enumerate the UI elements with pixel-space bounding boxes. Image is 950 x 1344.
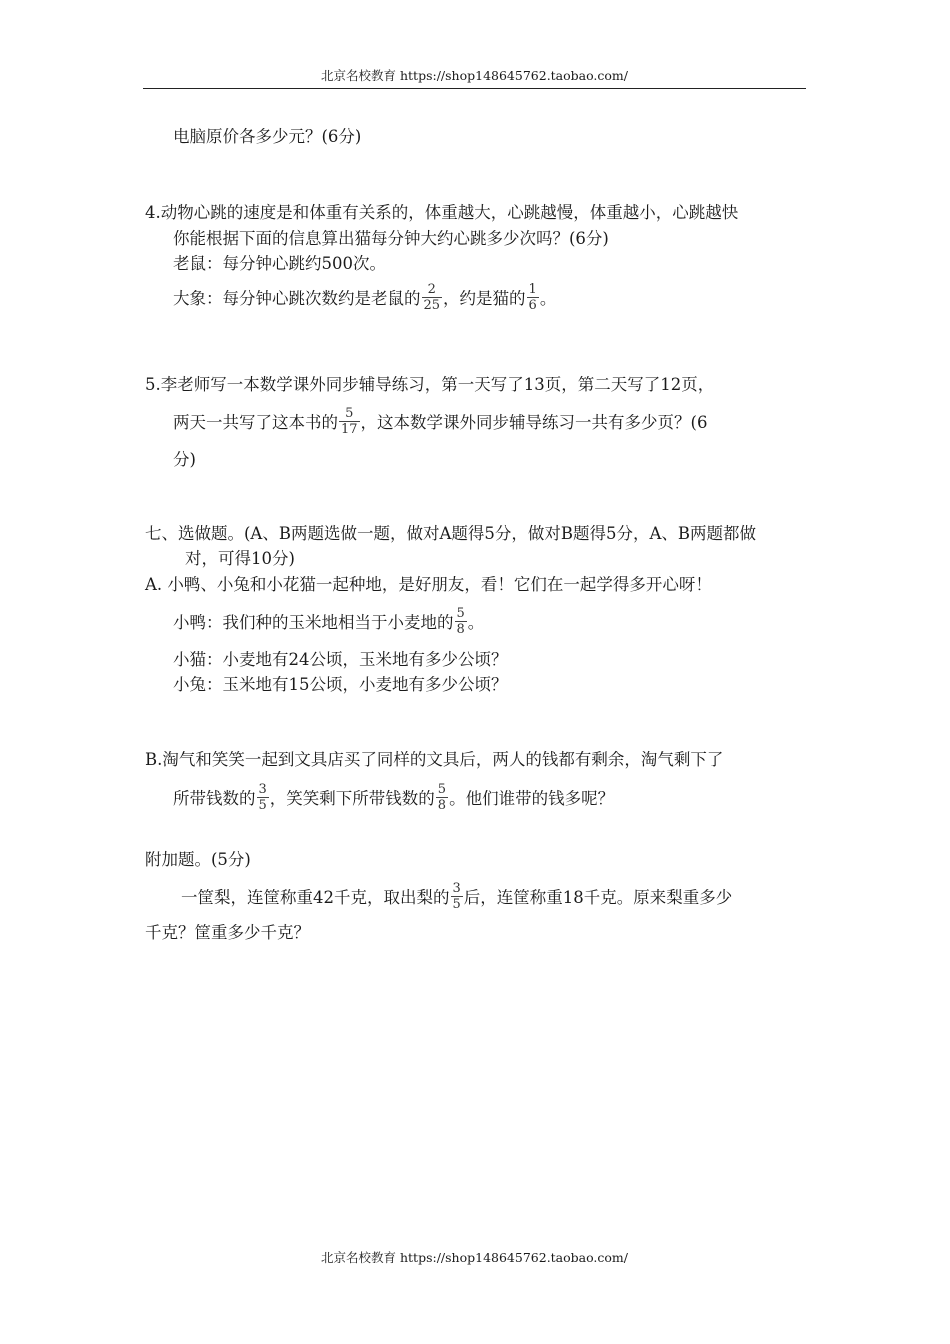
question-4-line-2: 你能根据下面的信息算出猫每分钟大约心跳多少次吗？(6分): [173, 229, 609, 248]
question-a-cat: 小猫：小麦地有24公顷，玉米地有多少公顷？: [173, 650, 508, 669]
fraction-numerator: 5: [339, 406, 360, 422]
fraction-numerator: 2: [422, 282, 443, 298]
page-footer: 北京名校教育 https://shop148645762.taobao.com/: [321, 1250, 628, 1265]
question-b-text-a: 所带钱数的: [173, 789, 256, 808]
question-a-duck-text-b: 。: [467, 613, 485, 632]
question-4-elephant-text-c: 。: [539, 289, 557, 308]
bonus-text-a: 一筐梨，连筐称重42千克，取出梨的: [181, 888, 450, 907]
bonus-line-1: [181, 883, 732, 914]
fraction-numerator: 1: [528, 282, 537, 297]
fraction-2-25: [422, 282, 443, 313]
bonus-line-2: 千克？筐重多少千克？: [145, 923, 310, 942]
fraction-5-8: [455, 606, 467, 637]
fraction-numerator: 3: [258, 782, 267, 797]
page-header: 北京名校教育 https://shop148645762.taobao.com/: [143, 66, 806, 89]
fraction-denominator: 6: [528, 298, 537, 313]
bonus-text-b: 后，连筐称重18千克。原来梨重多少: [463, 888, 733, 907]
question-4-elephant-text-a: 大象：每分钟心跳次数约是老鼠的: [173, 289, 421, 308]
question-5-text-b: ，这本数学课外同步辅导练习一共有多少页？(6: [360, 413, 708, 432]
question-a-rabbit: 小兔：玉米地有15公顷，小麦地有多少公顷？: [173, 675, 508, 694]
question-b-text-b: ，笑笑剩下所带钱数的: [269, 789, 435, 808]
fraction-denominator: 5: [452, 897, 461, 912]
question-5-line-1: 5.李老师写一本数学课外同步辅导练习，第一天写了13页，第二天写了12页，: [145, 375, 715, 394]
fraction-numerator: 5: [456, 606, 465, 621]
fraction-denominator: 17: [341, 422, 358, 437]
question-3-tail: 电脑原价各多少元？(6分): [173, 127, 362, 146]
question-a-duck-text-a: 小鸭：我们种的玉米地相当于小麦地的: [173, 613, 454, 632]
fraction-5-8: [436, 782, 448, 813]
question-4-line-1: 4.动物心跳的速度是和体重有关系的，体重越大，心跳越慢，体重越小，心跳越快: [145, 203, 739, 222]
fraction-5-17: [339, 406, 360, 437]
question-5-line-2: [173, 408, 707, 439]
question-4-elephant-text-b: ，约是猫的: [443, 289, 526, 308]
question-4-elephant: [173, 284, 556, 315]
question-b-text-c: 。他们谁带的钱多呢？: [449, 789, 615, 808]
fraction-1-6: [527, 282, 539, 313]
question-b-line-2: [173, 784, 614, 815]
fraction-denominator: 5: [258, 798, 267, 813]
section-7-title-line-2: 对，可得10分): [185, 549, 295, 568]
fraction-denominator: 25: [423, 298, 441, 313]
bonus-title: 附加题。(5分): [145, 850, 251, 869]
question-a-line-1: A. 小鸭、小兔和小花猫一起种地，是好朋友，看！它们在一起学得多开心呀！: [145, 575, 712, 594]
fraction-numerator: 3: [452, 881, 461, 896]
fraction-3-5: [451, 881, 463, 912]
question-5-text-a: 两天一共写了这本书的: [173, 413, 338, 432]
fraction-denominator: 8: [456, 622, 465, 637]
question-4-mouse: 老鼠：每分钟心跳约500次。: [173, 254, 386, 273]
question-a-duck: [173, 608, 484, 639]
question-5-line-3: 分): [173, 450, 196, 469]
fraction-denominator: 8: [437, 798, 447, 813]
question-b-line-1: B.淘气和笑笑一起到文具店买了同样的文具后，两人的钱都有剩余，淘气剩下了: [145, 750, 724, 769]
section-7-title: 七、选做题。(A、B两题选做一题，做对A题得5分，做对B题得5分，A、B两题都做: [145, 524, 757, 543]
fraction-numerator: 5: [437, 782, 447, 797]
fraction-3-5: [257, 782, 269, 813]
